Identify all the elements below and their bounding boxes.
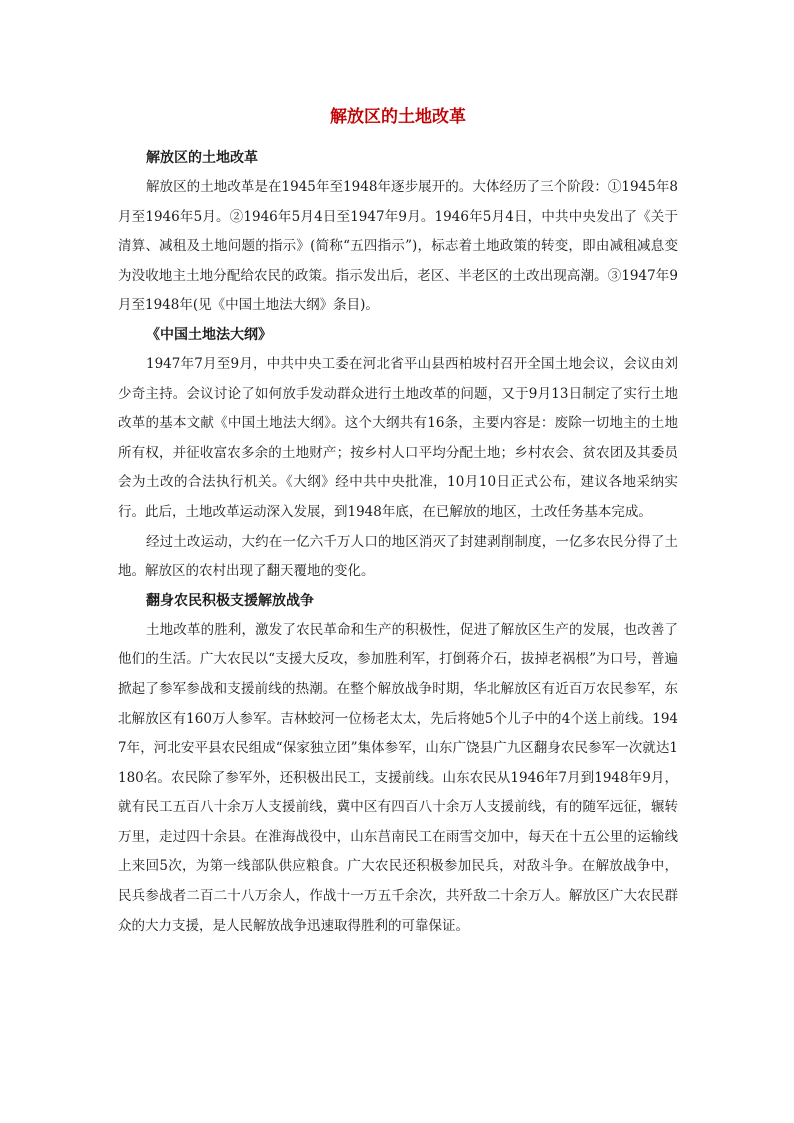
document-page xyxy=(118,100,678,941)
document-title: 解放区的土地改革 xyxy=(330,107,466,127)
section-heading-land-reform: 解放区的土地改革 xyxy=(146,150,258,166)
section-peasants-support-war xyxy=(118,587,678,942)
section-heading-peasants-support-war: 翻身农民积极支援解放战争 xyxy=(146,592,314,609)
paragraph-land-reform-result: 经过土改运动，大约在一亿六千万人口的地区消灭了封建剥削制度，一亿多农民分得了土地。解放区的农村出现了翻天覆地的变化。 xyxy=(118,533,678,580)
section-land-law-outline xyxy=(118,321,678,587)
paragraph-peasants-support-war: 土地改革的胜利，激发了农民革命和生产的积极性，促进了解放区生产的发展，也改善了他们的生活。广大农民以“支援大反攻，参加胜利军，打倒蒋介石，拔掉老祸根”为口号，普遍掀起了参军参战和支援前线的热潮。在整个解放战争时期，华北解放区有近百万农民参军，东北解放区有160万人参军。吉林蛟河一位杨老太太，先后将她5个儿子中的4个送上前线。1947年，河北安平县农民组成“保家独立团”集体参军，山东广饶县广九区翻身农民参军一次就达1180名。农民除了参军外，还积极出民工，支援前线。山东农民从1946年7月到1948年9月，就有民工五百八十余万人支援前线，冀中区有四百八十余万人支援前线，有的随军远征，辗转万里，走过四十余县。在淮海战役中，山东莒南民工在雨雪交加中，每天在十五公里的运输线上来回5次，为第一线部队供应粮食。广大农民还积极参加民兵，对敌斗争。在解放战争中，民兵参战者二百二十八万余人，作战十一万五千余次，共歼敌二十余万人。解放区广大农民群众的大力支援，是人民解放战争迅速取得胜利的可靠保证。 xyxy=(118,621,678,934)
section-heading-land-law-outline: 《中国土地法大纲》 xyxy=(146,326,272,343)
paragraph-land-reform-stages: 解放区的土地改革是在1945年至1948年逐步展开的。大体经历了三个阶段：①1945年8月至1946年5月。②1946年5月4日至1947年9月。1946年5月4日，中共中央发出了《关于清算、减租及土地问题的指示》(简称“五四指示”)，标志着土地政策的转变，即由减租减息变为没收地主土地分配给农民的政策。指示发出后，老区、半老区的土改出现高潮。③1947年9月至1948年(见《中国土地法大纲》条目)。 xyxy=(118,179,678,314)
paragraph-land-law-conference: 1947年7月至9月，中共中央工委在河北省平山县西柏坡村召开全国土地会议，会议由刘少奇主持。会议讨论了如何放手发动群众进行土地改革的问题，又于9月13日制定了实行土地改革的基本文献《中国土地法大纲》。这个大纲共有16条，主要内容是：废除一切地主的土地所有权，并征收富农多余的土地财产；按乡村人口平均分配土地；乡村农会、贫农团及其委员会为土改的合法执行机关。《大纲》经中共中央批准，10月10日正式公布，建议各地采纳实行。此后，土地改革运动深入发展，到1948年底，在已解放的地区，土改任务基本完成。 xyxy=(118,355,678,520)
section-land-reform xyxy=(118,144,678,321)
